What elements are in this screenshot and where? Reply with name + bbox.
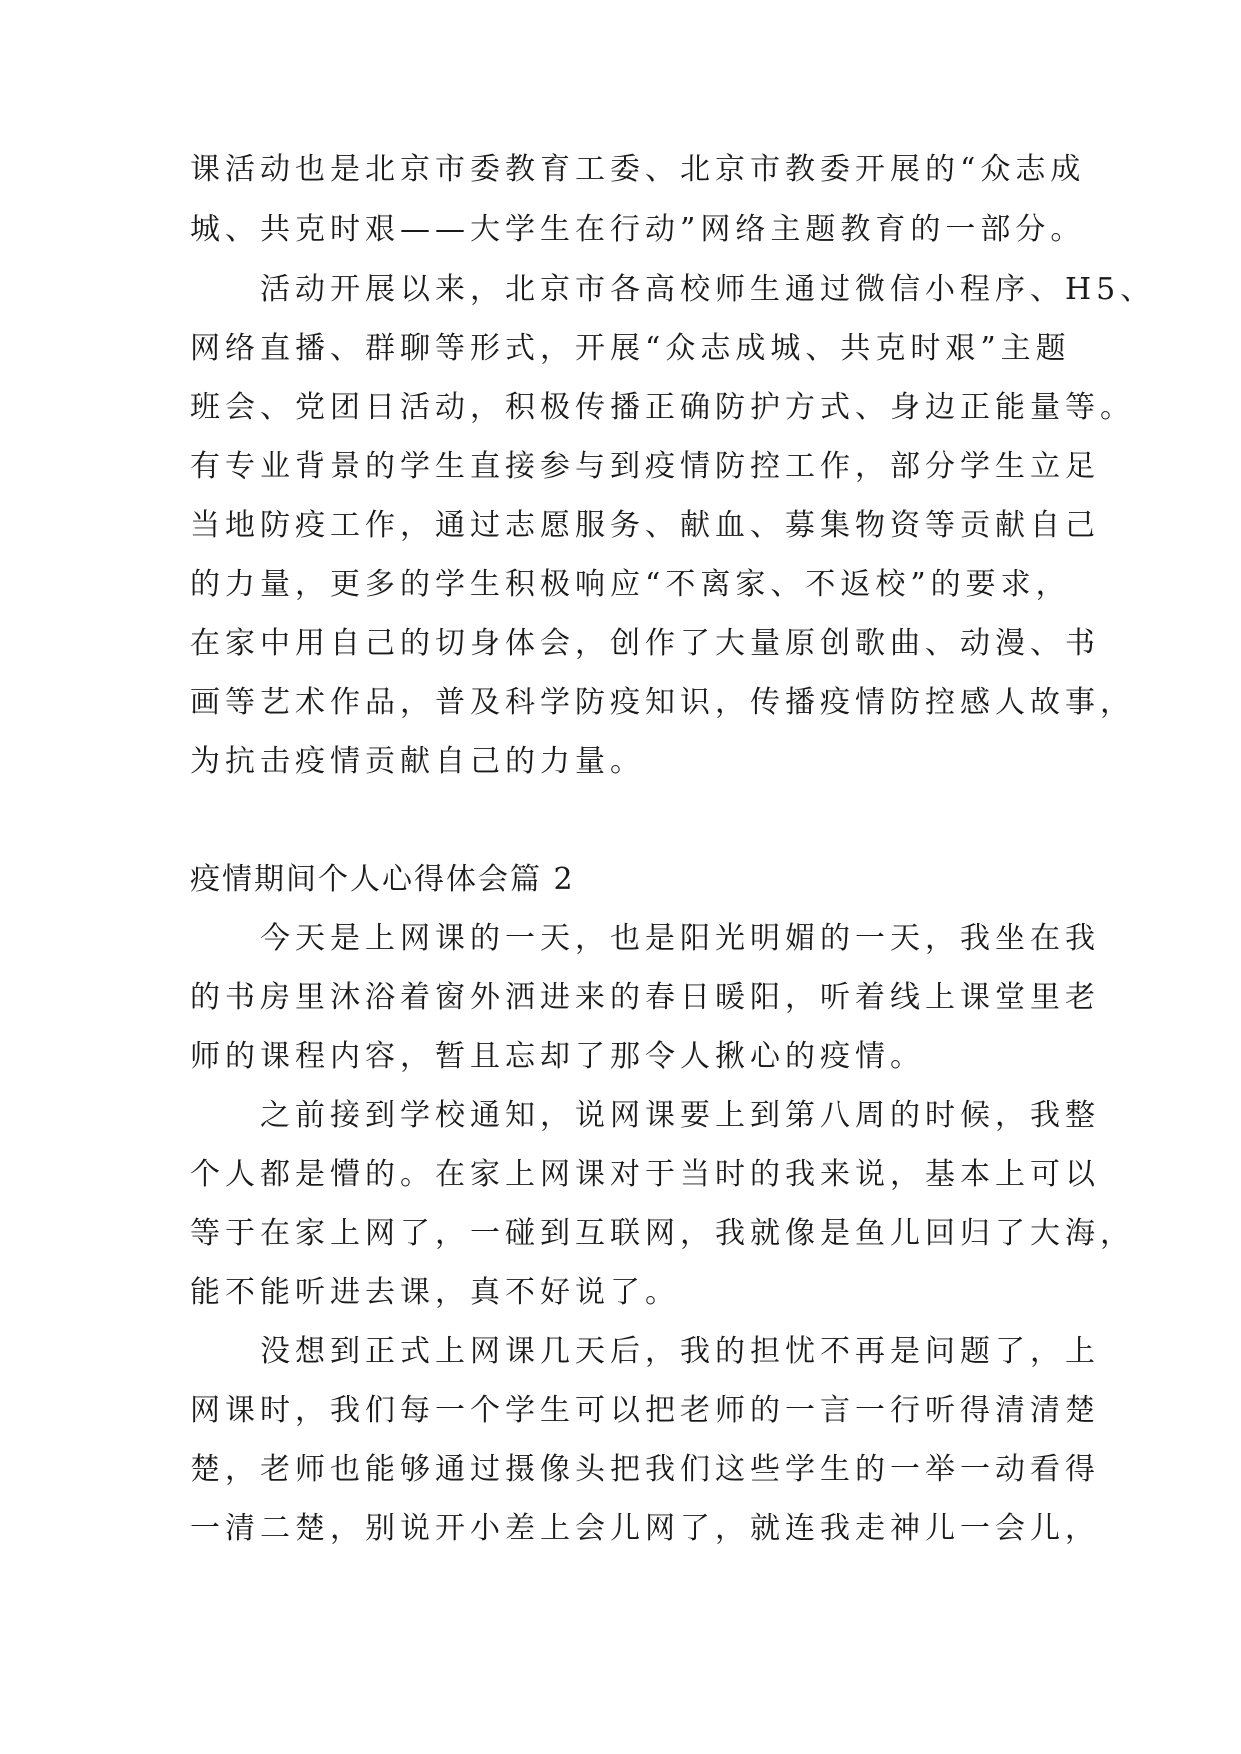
text-line: 能不能听进去课，真不好说了。 [190,1275,680,1310]
text-line: 画等艺术作品，普及科学防疫知识，传播疫情防控感人故事， [190,685,1135,720]
text-line: 为抗击疫情贡献自己的力量。 [190,744,645,779]
text-line: 等于在家上网了，一碰到互联网，我就像是鱼儿回归了大海， [190,1216,1135,1251]
text-line: 活动开展以来，北京市各高校师生通过微信小程序、H5、 [190,272,1156,307]
text-line: 楚，老师也能够通过摄像头把我们这些学生的一举一动看得 [190,1452,1100,1487]
text-line: 网络直播、群聊等形式，开展“众志成城、共克时艰”主题 [190,331,1071,366]
text-line: 网课时，我们每一个学生可以把老师的一言一行听得清清楚 [190,1393,1100,1428]
text-line: 在家中用自己的切身体会，创作了大量原创歌曲、动漫、书 [190,626,1100,661]
text-line: 班会、党团日活动，积极传播正确防护方式、身边正能量等。 [190,390,1135,425]
text-line: 当地防疫工作，通过志愿服务、献血、募集物资等贡献自己 [190,508,1100,543]
text-line: 的书房里沐浴着窗外洒进来的春日暖阳，听着线上课堂里老 [190,980,1100,1015]
text-line: 个人都是懵的。在家上网课对于当时的我来说，基本上可以 [190,1157,1100,1192]
text-line: 城、共克时艰——大学生在行动”网络主题教育的一部分。 [190,212,1086,247]
text-line: 课活动也是北京市委教育工委、北京市教委开展的“众志成 [190,152,1086,187]
text-line: 之前接到学校通知，说网课要上到第八周的时候，我整 [190,1098,1100,1133]
text-line: 今天是上网课的一天，也是阳光明媚的一天，我坐在我 [190,921,1100,956]
text-line: 没想到正式上网课几天后，我的担忧不再是问题了，上 [190,1334,1100,1369]
text-line: 有专业背景的学生直接参与到疫情防控工作，部分学生立足 [190,449,1100,484]
text-line: 师的课程内容，暂且忘却了那令人揪心的疫情。 [190,1039,925,1074]
text-line: 的力量，更多的学生积极响应“不离家、不返校”的要求， [190,567,1071,602]
section-heading: 疫情期间个人心得体会篇 2 [190,862,575,897]
text-line: 一清二楚，别说开小差上会儿网了，就连我走神儿一会儿， [190,1511,1100,1546]
